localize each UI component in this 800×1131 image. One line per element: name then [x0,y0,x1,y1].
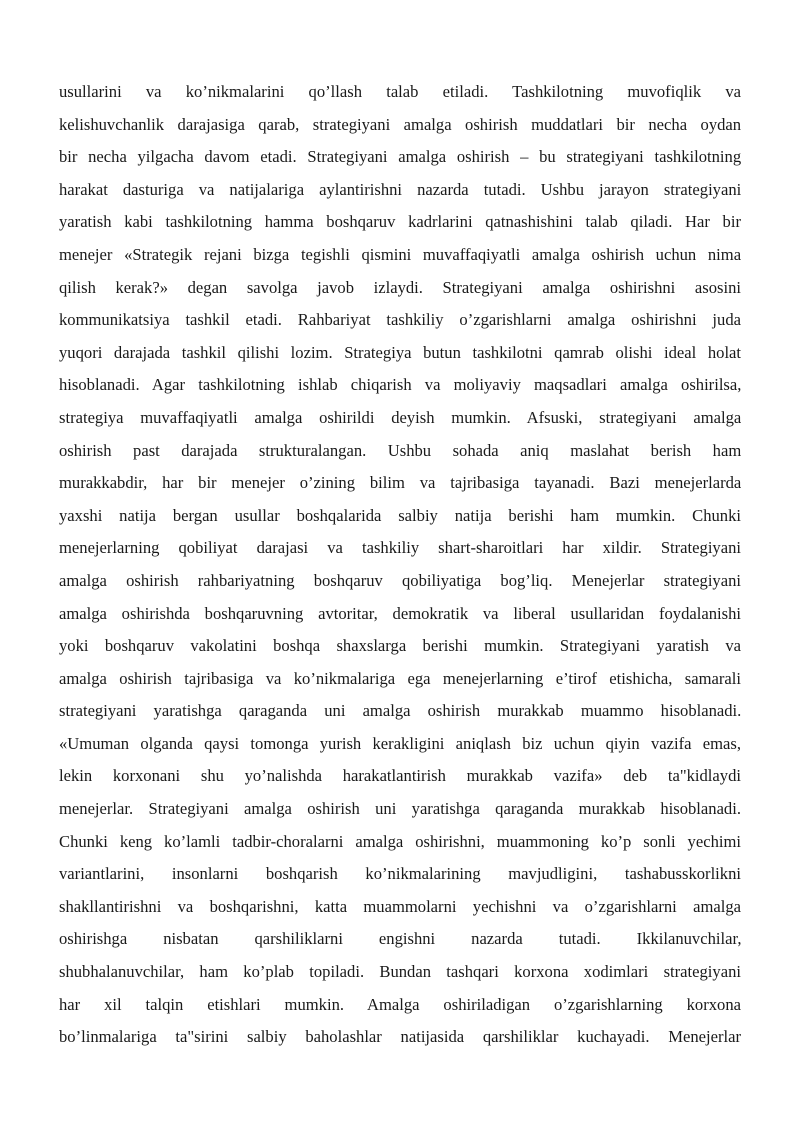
text-line: hisoblanadi. Agar tashkilotning ishlab chiqarish va moliyaviy maqsadlari amalga oshirilsa, [59,375,741,395]
text-line: yaratish kabi tashkilotning hamma boshqaruv kadrlarini qatnashishini talab qiladi. Har bir [59,212,741,232]
text-line: Chunki keng ko’lamli tadbir-choralarni amalga oshirishni, muammoning ko’p sonli yechimi [59,831,741,851]
text-line: amalga oshirish rahbariyatning boshqaruv qobiliyatiga bog’liq. Menejerlar strategiyani [59,570,741,590]
text-line: menejerlar. Strategiyani amalga oshirish uni yaratishga qaraganda murakkab hisoblanadi. [59,799,741,819]
text-line: strategiya muvaffaqiyatli amalga oshirildi deyish mumkin. Afsuski, strategiyani amalga [59,407,741,427]
text-line: shakllantirishni va boshqarishni, katta muammolarni yechishni va o’zgarishlarni amalga [59,896,741,916]
text-line: bo’linmalariga ta"sirini salbiy baholashlar natijasida qarshiliklar kuchayadi. Menejerlar [59,1027,741,1047]
text-line: har xil talqin etishlari mumkin. Amalga oshiriladigan o’zgarishlarning korxona [59,994,741,1014]
text-line: strategiyani yaratishga qaraganda uni amalga oshirish murakkab muammo hisoblanadi. [59,701,741,721]
text-line: bir necha yilgacha davom etadi. Strategiyani amalga oshirish – bu strategiyani tashkilotning [59,147,741,167]
text-line: yoki boshqaruv vakolatini boshqa shaxslarga berishi mumkin. Strategiyani yaratish va [59,636,741,656]
text-line: shubhalanuvchilar, ham ko’plab topiladi. Bundan tashqari korxona xodimlari strategiyani [59,962,741,982]
text-line: qilish kerak?» degan savolga javob izlaydi. Strategiyani amalga oshirishni asosini [59,277,741,297]
text-line: kelishuvchanlik darajasiga qarab, strategiyani amalga oshirish muddatlari bir necha oydan [59,114,741,134]
body-text [59,76,741,1054]
text-line: oshirish past darajada strukturalangan. Ushbu sohada aniq maslahat berish ham [59,440,741,460]
text-line: oshirishga nisbatan qarshiliklarni engishni nazarda tutadi. Ikkilanuvchilar, [59,929,741,949]
text-line: harakat dasturiga va natijalariga aylantirishni nazarda tutadi. Ushbu jarayon strategiyani [59,179,741,199]
text-line: usullarini va ko’nikmalarini qo’llash talab etiladi. Tashkilotning muvofiqlik va [59,82,741,101]
text-line: amalga oshirishda boshqaruvning avtoritar, demokratik va liberal usullaridan foydalanishi [59,603,741,623]
text-line: yaxshi natija bergan usullar boshqalarida salbiy natija berishi ham mumkin. Chunki [59,505,741,525]
text-line: «Umuman olganda qaysi tomonga yurish kerakligini aniqlash biz uchun qiyin vazifa emas, [59,733,741,753]
text-line: murakkabdir, har bir menejer o’zining bilim va tajribasiga tayanadi. Bazi menejerlarda [59,473,741,493]
text-line: yuqori darajada tashkil qilishi lozim. Strategiya butun tashkilotni qamrab olishi ideal holat [59,342,741,362]
text-line: kommunikatsiya tashkil etadi. Rahbariyat tashkiliy o’zgarishlarni amalga oshirishni juda [59,310,741,330]
text-line: variantlarini, insonlarni boshqarish ko’nikmalarining mavjudligini, tashabusskorlikni [59,864,741,884]
text-line: lekin korxonani shu yo’nalishda harakatlantirish murakkab vazifa» deb ta"kidlaydi [59,766,741,786]
text-line: amalga oshirish tajribasiga va ko’nikmalariga ega menejerlarning e’tirof etishicha, samarali [59,668,741,688]
text-line: menejerlarning qobiliyat darajasi va tashkiliy shart-sharoitlari har xildir. Strategiyani [59,538,741,558]
text-line: menejer «Strategik rejani bizga tegishli qismini muvaffaqiyatli amalga oshirish uchun nima [59,244,741,264]
